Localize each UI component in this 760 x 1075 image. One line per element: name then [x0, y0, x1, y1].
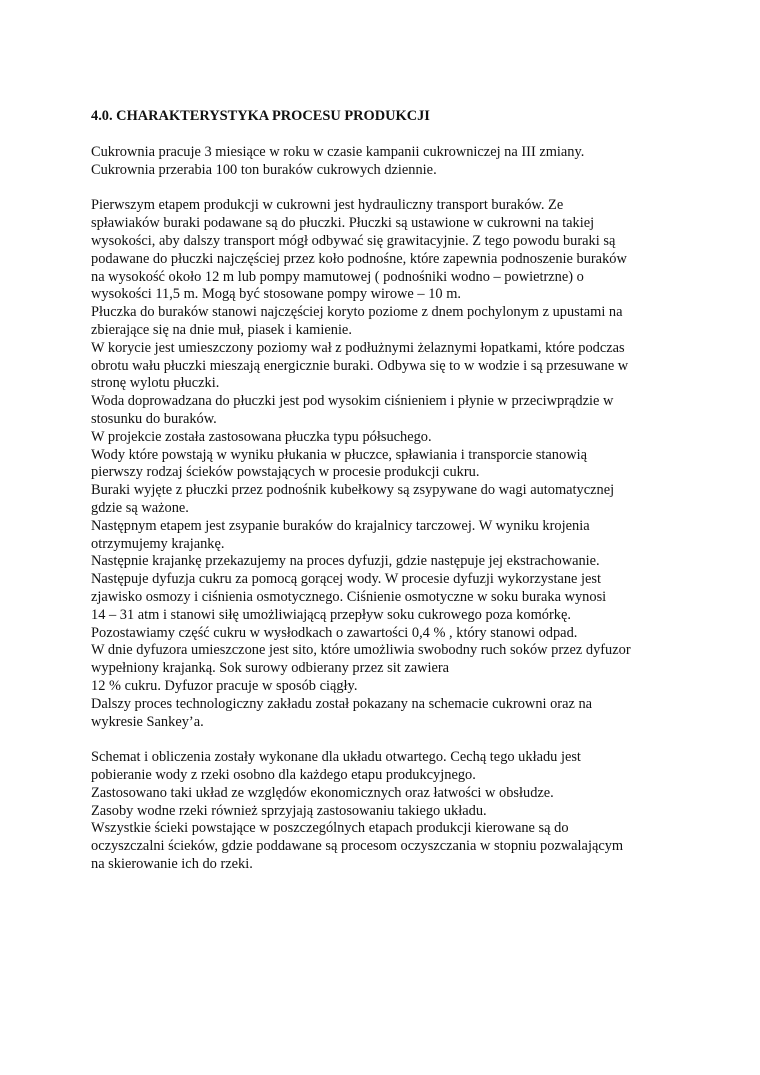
document-page	[91, 108, 681, 892]
text-line: Następnym etapem jest zsypanie buraków do krajalnicy tarczowej. W wyniku krojenia	[91, 517, 590, 534]
text-line: otrzymujemy krajankę.	[91, 535, 225, 552]
text-line: Wody które powstają w wyniku płukania w płuczce, spławiania i transporcie stanowią	[91, 446, 587, 463]
text-line: Następuje dyfuzja cukru za pomocą gorącej wody. W procesie dyfuzji wykorzystane jest	[91, 571, 602, 588]
text-line: wysokości 11,5 m. Mogą być stosowane pompy wirowe – 10 m.	[91, 286, 461, 303]
text-line: Pozostawiamy część cukru w wysłodkach o zawartości 0,4 % , który stanowi odpad.	[91, 624, 578, 641]
text-line: Następnie krajankę przekazujemy na proces dyfuzji, gdzie następuje jej ekstrachowanie.	[91, 553, 600, 570]
text-line: Dalszy proces technologiczny zakładu został pokazany na schemacie cukrowni oraz na	[91, 695, 593, 712]
paragraph	[91, 197, 681, 731]
text-line: podawane do płuczki najczęściej przez koło podnośne, które zapewnia podnoszenie buraków	[91, 250, 627, 267]
text-line: pobieranie wody z rzeki osobno dla każdego etapu produkcyjnego.	[91, 767, 476, 784]
text-line: zbierające się na dnie muł, piasek i kamienie.	[91, 321, 352, 338]
paragraph	[91, 144, 681, 180]
text-line: gdzie są ważone.	[91, 499, 189, 516]
text-line: stronę wylotu płuczki.	[91, 375, 220, 392]
text-line: na skierowanie ich do rzeki.	[91, 856, 253, 873]
paragraph	[91, 749, 681, 874]
text-line: na wysokość około 12 m lub pompy mamutowej ( podnośniki wodno – powietrzne) o	[91, 268, 584, 285]
text-line: Zasoby wodne rzeki również sprzyjają zastosowaniu takiego układu.	[91, 802, 487, 819]
text-line: Płuczka do buraków stanowi najczęściej koryto poziome z dnem pochylonym z upustami na	[91, 304, 623, 321]
text-line: spławiaków buraki podawane są do płuczki. Płuczki są ustawione w cukrowni na takiej	[91, 215, 595, 232]
text-line: 14 – 31 atm i stanowi siłę umożliwiającą przepływ soku cukrowego poza komórkę.	[91, 606, 571, 623]
text-line: Buraki wyjęte z płuczki przez podnośnik kubełkowy są zsypywane do wagi automatycznej	[91, 482, 615, 499]
text-line: Cukrownia pracuje 3 miesiące w roku w czasie kampanii cukrowniczej na III zmiany.	[91, 143, 585, 160]
text-line: Schemat i obliczenia zostały wykonane dla układu otwartego. Cechą tego układu jest	[91, 749, 581, 766]
text-line: oczyszczalni ścieków, gdzie poddawane są procesom oczyszczania w stopniu pozwalającym	[91, 838, 624, 855]
text-line: wypełniony krajanką. Sok surowy odbierany przez sit zawiera	[91, 660, 450, 677]
text-line: stosunku do buraków.	[91, 410, 217, 427]
text-line: wysokości, aby dalszy transport mógł odbywać się grawitacyjnie. Z tego powodu buraki są	[91, 232, 616, 249]
text-line: Wszystkie ścieki powstające w poszczególnych etapach produkcji kierowane są do	[91, 820, 569, 837]
text-line: Pierwszym etapem produkcji w cukrowni jest hydrauliczny transport buraków. Ze	[91, 197, 564, 214]
text-line: wykresie Sankey’a.	[91, 713, 204, 730]
text-line: W projekcie została zastosowana płuczka typu półsuchego.	[91, 428, 432, 445]
text-line: W dnie dyfuzora umieszczone jest sito, które umożliwia swobodny ruch soków przez dyfuzor	[91, 642, 631, 659]
text-line: W korycie jest umieszczony poziomy wał z podłużnymi żelaznymi łopatkami, które podczas	[91, 339, 625, 356]
text-line: pierwszy rodzaj ścieków powstających w procesie produkcji cukru.	[91, 464, 480, 481]
text-line: 12 % cukru. Dyfuzor pracuje w sposób ciągły.	[91, 677, 358, 694]
body-text	[91, 144, 681, 874]
text-line: Woda doprowadzana do płuczki jest pod wysokim ciśnieniem i płynie w przeciwprądzie w	[91, 393, 614, 410]
text-line: Zastosowano taki układ ze względów ekonomicznych oraz łatwości w obsłudze.	[91, 784, 554, 801]
text-line: zjawisko osmozy i ciśnienia osmotycznego. Ciśnienie osmotyczne w soku buraka wynosi	[91, 588, 607, 605]
text-line: Cukrownia przerabia 100 ton buraków cukrowych dziennie.	[91, 161, 437, 178]
section-heading: 4.0. CHARAKTERYSTYKA PROCESU PRODUKCJI	[91, 108, 430, 124]
text-line: obrotu wału płuczki mieszają energicznie buraki. Odbywa się to w wodzie i są przesuwane w	[91, 357, 629, 374]
